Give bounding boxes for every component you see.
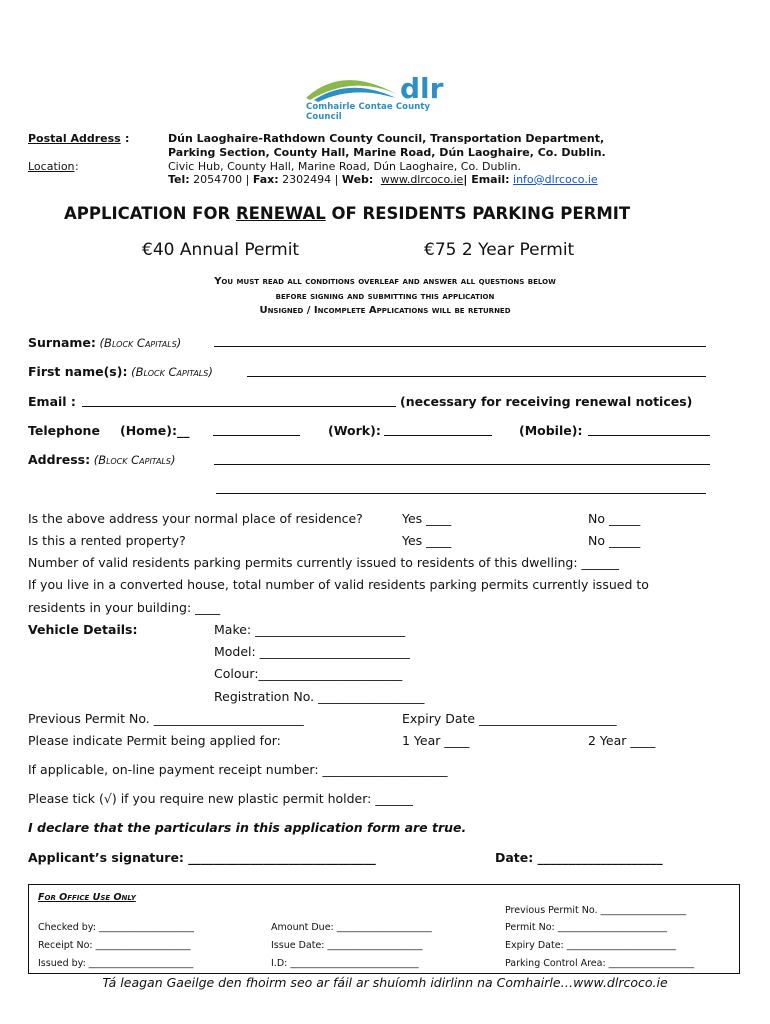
office-receipt-no: Receipt No: ____________________ — [38, 940, 191, 951]
work-phone-label: (Work): — [328, 423, 381, 438]
surname-input[interactable] — [214, 346, 706, 347]
mobile-phone-input[interactable] — [588, 435, 710, 436]
office-id: I.D: ___________________________ — [271, 958, 419, 969]
vehicle-colour-field[interactable]: Colour:_______________________ — [214, 666, 403, 681]
postal-line-1: Dún Laoghaire-Rathdown County Council, Transportation Department, — [168, 132, 605, 145]
home-phone-input[interactable] — [213, 435, 300, 436]
notice-line-2: before signing and submitting this application — [275, 291, 495, 302]
vehicle-make-field[interactable]: Make: ________________________ — [214, 622, 406, 637]
surname-label: Surname: — [28, 335, 96, 350]
email-note: (necessary for receiving renewal notices) — [400, 394, 693, 409]
rented-no[interactable]: No _____ — [588, 533, 641, 548]
location-colon: : — [75, 160, 79, 173]
declaration-text: I declare that the particulars in this application form are true. — [28, 820, 467, 835]
contact-separator: | — [463, 173, 472, 186]
first-name-label: First name(s): — [28, 364, 128, 379]
receipt-number-field[interactable]: If applicable, on-line payment receipt number: ____________________ — [28, 762, 448, 777]
permit-type-question: Please indicate Permit being applied for: — [28, 733, 281, 748]
converted-house-question-1: If you live in a converted house, total number of valid residents parking permits currently issued to — [28, 577, 649, 592]
first-name-input[interactable] — [247, 376, 706, 377]
office-expiry-date: Expiry Date: _______________________ — [505, 940, 677, 951]
one-year-option[interactable]: 1 Year ____ — [402, 733, 470, 748]
mobile-phone-label: (Mobile): — [519, 423, 583, 438]
surname-hint: (Block Capitals) — [95, 336, 182, 350]
first-name-row — [28, 364, 213, 379]
two-year-permit-option: €75 2 Year Permit — [424, 240, 575, 260]
office-amount-due: Amount Due: ____________________ — [271, 922, 432, 933]
work-phone-input[interactable] — [384, 435, 492, 436]
vehicle-registration-field[interactable]: Registration No. _________________ — [214, 689, 425, 704]
num-permits-question[interactable]: Number of valid residents parking permits currently issued to residents of this dwelling: ______ — [28, 555, 620, 570]
plastic-holder-field[interactable]: Please tick (√) if you require new plastic permit holder: ______ — [28, 791, 413, 806]
page-title — [64, 204, 630, 223]
address-label: Address: — [28, 452, 91, 467]
location-text: Civic Hub, County Hall, Marine Road, Dún Laoghaire, Co. Dublin. — [168, 160, 522, 173]
tel-value: 2054700 | — [189, 173, 253, 186]
contact-line — [168, 173, 598, 186]
converted-house-question-2[interactable]: residents in your building: ____ — [28, 600, 221, 615]
postal-colon: : — [125, 132, 130, 145]
notice-line-1: You must read all conditions overleaf and answer all questions below — [214, 276, 556, 287]
office-parking-area: Parking Control Area: __________________ — [505, 958, 695, 969]
fax-label: Fax: — [252, 173, 279, 186]
email-input[interactable] — [82, 406, 396, 407]
previous-permit-field[interactable]: Previous Permit No. ________________________ — [28, 711, 304, 726]
address-input-line-1[interactable] — [214, 464, 710, 465]
address-input-line-2[interactable] — [216, 493, 706, 494]
tel-label: Tel: — [168, 173, 190, 186]
signature-field[interactable]: Applicant’s signature: ______________________________ — [28, 850, 376, 865]
email-label-contact: Email: — [471, 173, 510, 186]
office-issue-date: Issue Date: ____________________ — [271, 940, 423, 951]
logo-caption: Comhairle Contae County Council — [306, 102, 431, 122]
office-use-title: For Office Use Only — [38, 892, 136, 903]
normal-residence-question: Is the above address your normal place of residence? — [28, 511, 363, 526]
two-year-option[interactable]: 2 Year ____ — [588, 733, 656, 748]
location-label: Location — [28, 160, 75, 173]
first-name-hint: (Block Capitals) — [127, 365, 213, 379]
office-checked-by: Checked by: ____________________ — [38, 922, 194, 933]
office-permit-no: Permit No: _______________________ — [505, 922, 668, 933]
surname-row — [28, 335, 181, 350]
normal-residence-yes[interactable]: Yes ____ — [402, 511, 452, 526]
vehicle-details-label: Vehicle Details: — [28, 622, 138, 637]
date-field[interactable]: Date: ____________________ — [495, 850, 663, 865]
email-label: Email : — [28, 394, 76, 409]
postal-address-label: Postal Address — [28, 132, 121, 145]
title-pre: APPLICATION FOR — [64, 204, 236, 223]
rented-yes[interactable]: Yes ____ — [402, 533, 452, 548]
normal-residence-no[interactable]: No _____ — [588, 511, 641, 526]
fax-value: 2302494 | — [278, 173, 342, 186]
notice-line-3: Unsigned / Incomplete Applications will be returned — [259, 305, 511, 316]
web-label: Web: — [341, 173, 374, 186]
home-phone-label: (Home):__ — [120, 423, 190, 438]
title-post: OF RESIDENTS PARKING PERMIT — [325, 204, 631, 223]
office-issued-by: Issued by: ______________________ — [38, 958, 194, 969]
address-hint: (Block Capitals) — [90, 453, 176, 467]
office-prev-permit: Previous Permit No. __________________ — [505, 905, 687, 916]
council-logo — [300, 72, 460, 122]
vehicle-model-field[interactable]: Model: ________________________ — [214, 644, 410, 659]
telephone-label: Telephone — [28, 423, 100, 438]
office-use-box — [28, 884, 740, 974]
address-row — [28, 452, 175, 467]
logo-brand: dlr — [400, 72, 444, 104]
dlr-logo-icon — [300, 72, 460, 104]
web-link[interactable]: www.dlrcoco.ie — [380, 173, 464, 186]
irish-version-footer: Tá leagan Gaeilge den fhoirm seo ar fáil ar shuíomh idirlinn na Comhairle…www.dlrcoco.ie — [102, 975, 668, 990]
expiry-date-field[interactable]: Expiry Date ______________________ — [402, 711, 617, 726]
rented-question: Is this a rented property? — [28, 533, 186, 548]
email-link[interactable]: info@dlrcoco.ie — [513, 173, 598, 186]
title-renewal: RENEWAL — [235, 204, 326, 223]
annual-permit-option: €40 Annual Permit — [142, 240, 300, 260]
postal-line-2: Parking Section, County Hall, Marine Road, Dún Laoghaire, Co. Dublin. — [168, 146, 606, 159]
